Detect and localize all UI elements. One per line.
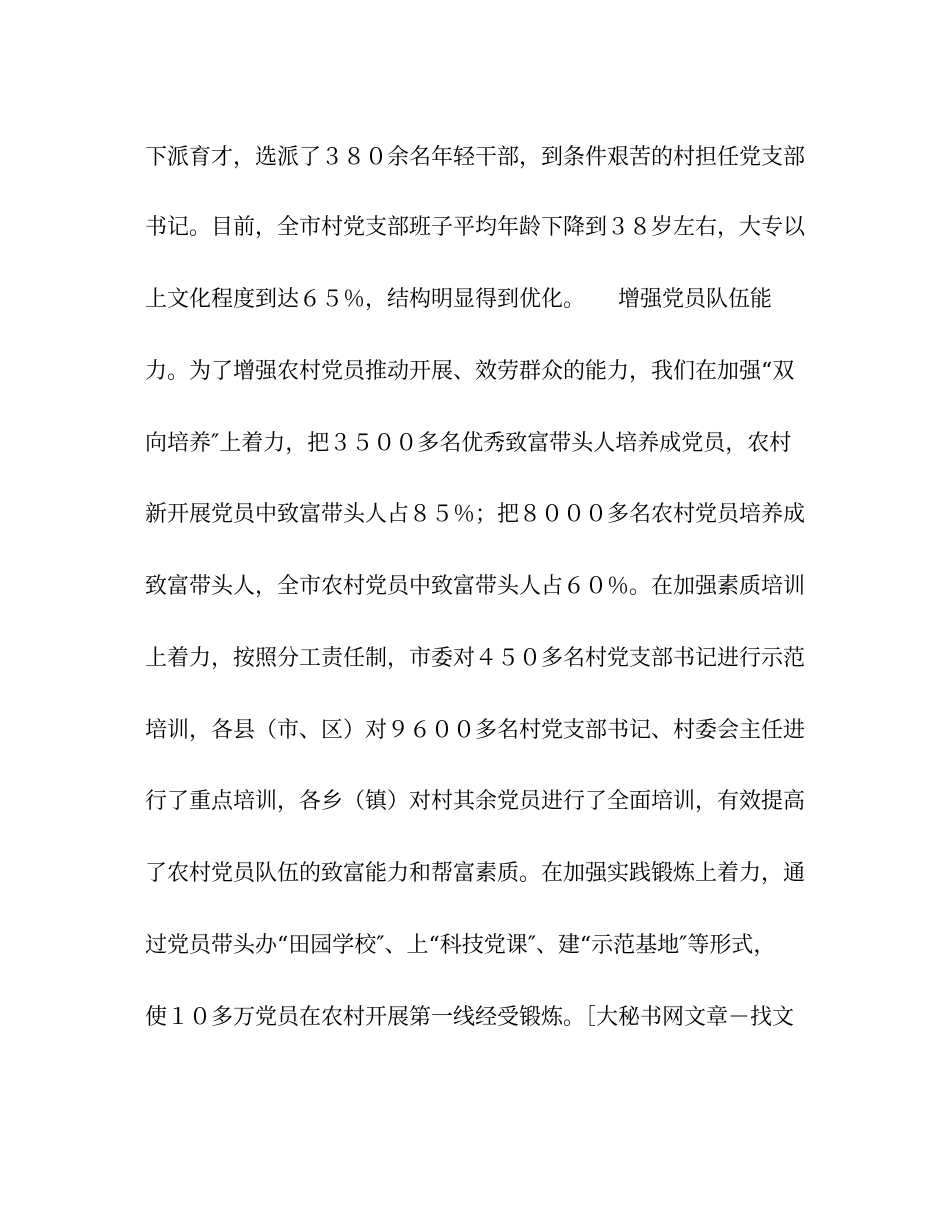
text-line: 使１０多万党员在农村开展第一线经受锻炼。［大秘书网文章－找文: [145, 1005, 795, 1030]
text-line: 了农村党员队伍的致富能力和帮富素质。在加强实践锻炼上着力，通: [145, 861, 806, 886]
text-line: 下派育才，选派了３８０余名年轻干部，到条件艰苦的村担任党支部: [145, 145, 806, 170]
text-line: 力。为了增强农村党员推动开展、效劳群众的能力，我们在加强“双: [145, 359, 795, 384]
text-line: 新开展党员中致富带头人占８５％；把８０００多名农村党员培养成: [145, 502, 806, 527]
text-line: 过党员带头办“田园学校″、上“科技党课″、建“示范基地″等形式，: [145, 933, 776, 958]
text-line: 书记。目前，全市村党支部班子平均年龄下降到３８岁左右，大专以: [145, 215, 806, 240]
text-line: 致富带头人，全市农村党员中致富带头人占６０％。在加强素质培训: [145, 574, 806, 599]
text-line: 上文化程度到达６５％，结构明显得到优化。 增强党员队伍能: [145, 287, 773, 312]
text-line: 培训，各县（市、区）对９６００多名村党支部书记、村委会主任进: [145, 718, 806, 743]
text-line: 上着力，按照分工责任制，市委对４５０多名村党支部书记进行示范: [145, 646, 806, 671]
text-line: 行了重点培训，各乡（镇）对村其余党员进行了全面培训，有效提高: [145, 789, 806, 814]
text-line: 向培养″上着力，把３５００多名优秀致富带头人培养成党员，农村: [145, 431, 792, 456]
